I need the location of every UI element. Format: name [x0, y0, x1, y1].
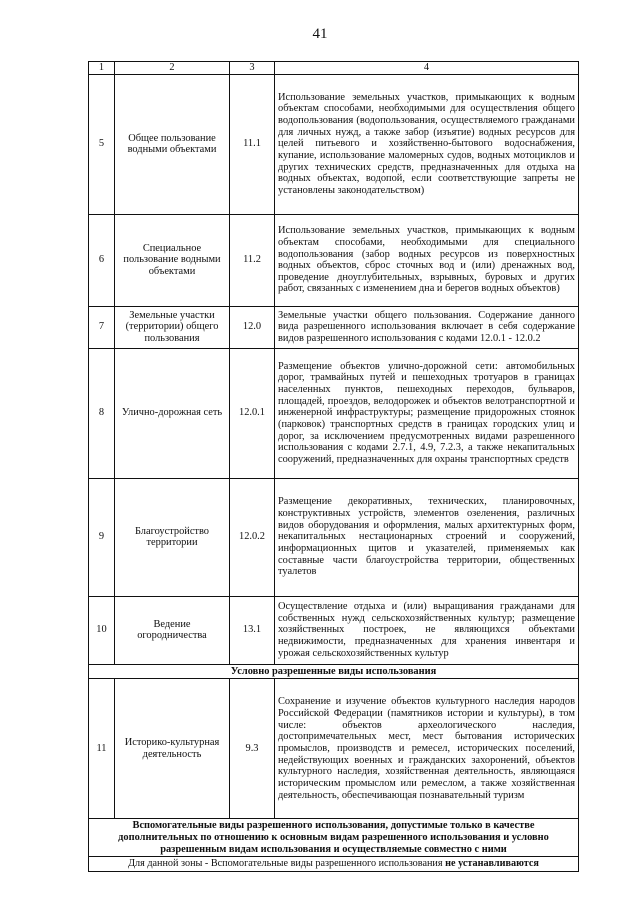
use-type-description: Сохранение и изучение объектов культурного наследия народов Российской Федерации (памятников истории и культуры), в том числе: объектов археологического наследия, достопримечательных мест, мест бытования исторических промыслов, производств и ремесел, исторических поселений, недействующих военных и гражданских захоронений, объектов культурного наследия, хозяйственная деятельность, являющаяся историческим промыслом или ремеслом, а также хозяйственная деятельность, обеспечивающая познавательный туризм [275, 679, 579, 819]
use-type-name: Общее пользование водными объектами [115, 74, 230, 214]
section-header-row [89, 819, 579, 857]
table-row [89, 74, 579, 214]
row-number: 8 [89, 348, 115, 478]
table-row [89, 306, 579, 348]
use-type-description: Земельные участки общего пользования. Содержание данного вида разрешенного использования включает в себя содержание видов разрешенного использования с кодами 12.0.1 - 12.0.2 [275, 306, 579, 348]
row-number: 5 [89, 74, 115, 214]
use-type-description: Использование земельных участков, примыкающих к водным объектам способами, необходимыми для специального водопользования (забор водных ресурсов из поверхностных водных объектов, сброс сточных вод и (или) дренажных вод, проведение дноуглубительных, взрывных, буровых и других работ, связанных с изменением дна и берегов водных объектов) [275, 214, 579, 306]
use-type-name: Улично-дорожная сеть [115, 348, 230, 478]
auxiliary-note-text: Для данной зоны - Вспомогательные виды разрешенного использования [128, 858, 443, 870]
section-auxiliary-title: Вспомогательные виды разрешенного использования, допустимые только в качестве дополнительных по отношению к основным видам разрешенного использования и условно разрешенным видам использования и осуществляемые совместно с ними [89, 819, 579, 857]
use-type-code: 12.0.2 [230, 478, 275, 596]
column-number: 2 [115, 62, 230, 75]
column-number-row [89, 62, 579, 75]
use-type-code: 11.2 [230, 214, 275, 306]
use-type-code: 12.0.1 [230, 348, 275, 478]
page-number: 41 [312, 26, 328, 42]
auxiliary-note-emphasis: не устанавливаются [445, 858, 539, 870]
auxiliary-note [89, 857, 579, 871]
use-type-code: 11.1 [230, 74, 275, 214]
use-type-name: Ведение огородничества [115, 596, 230, 664]
row-number: 11 [89, 679, 115, 819]
column-number: 3 [230, 62, 275, 75]
row-number: 10 [89, 596, 115, 664]
table-row [89, 596, 579, 664]
use-type-code: 9.3 [230, 679, 275, 819]
land-use-table [88, 61, 579, 872]
section-header-row [89, 664, 579, 679]
note-row [89, 857, 579, 871]
use-type-description: Осуществление отдыха и (или) выращивания гражданами для собственных нужд сельскохозяйственных культур; размещение хозяйственных построек, не являющихся объектами недвижимости, предназначенных для хранения инвентаря и урожая сельскохозяйственных культур [275, 596, 579, 664]
use-type-name: Благоустройство территории [115, 478, 230, 596]
use-type-description: Использование земельных участков, примыкающих к водным объектам способами, необходимыми для осуществления общего водопользования (водопользования, осуществляемого гражданами для личных нужд, а также забор (изъятие) водных ресурсов для целей питьевого и хозяйственно-бытового водоснабжения, купание, использование маломерных судов, водных мотоциклов и других технических средств, предназначенных для отдыха на водных объектах, водопой, если соответствующие запреты не установлены законодательством) [275, 74, 579, 214]
use-type-code: 13.1 [230, 596, 275, 664]
table-row [89, 478, 579, 596]
use-type-code: 12.0 [230, 306, 275, 348]
column-number: 4 [275, 62, 579, 75]
table-row [89, 679, 579, 819]
table-row [89, 214, 579, 306]
use-type-name: Историко-культурная деятельность [115, 679, 230, 819]
row-number: 7 [89, 306, 115, 348]
use-type-description: Размещение объектов улично-дорожной сети: автомобильных дорог, трамвайных путей и пешеходных тротуаров в границах населенных пунктов, пешеходных переходов, бульваров, площадей, проездов, велодорожек и объектов велотранспортной и инженерной инфраструктуры; размещение придорожных стоянок (парковок) транспортных средств в границах городских улиц и дорог, за исключением предусмотренных видами разрешенного использования с кодами 2.7.1, 4.9, 7.2.3, а также некапитальных сооружений, предназначенных для охраны транспортных средств [275, 348, 579, 478]
section-conditional-title: Условно разрешенные виды использования [89, 664, 579, 679]
use-type-description: Размещение декоративных, технических, планировочных, конструктивных устройств, элементов озеленения, различных видов оборудования и оформления, малых архитектурных форм, некапитальных нестационарных строений и сооружений, информационных щитов и указателей, применяемых как составные части благоустройства территории, общественных туалетов [275, 478, 579, 596]
row-number: 9 [89, 478, 115, 596]
use-type-name: Земельные участки (территории) общего пользования [115, 306, 230, 348]
table-row [89, 348, 579, 478]
column-number: 1 [89, 62, 115, 75]
row-number: 6 [89, 214, 115, 306]
use-type-name: Специальное пользование водными объектами [115, 214, 230, 306]
